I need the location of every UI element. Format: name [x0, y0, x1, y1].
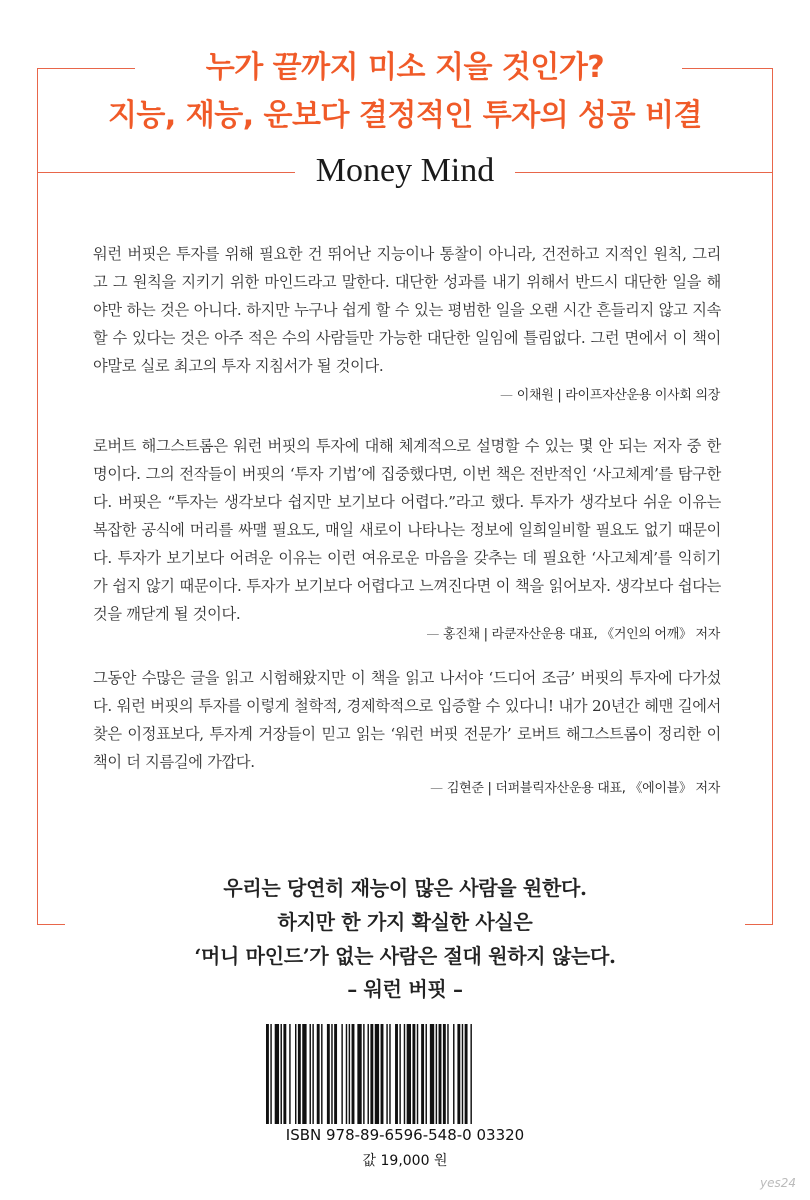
- barcode-bar: [312, 1024, 313, 1124]
- barcode-bar: [404, 1024, 405, 1124]
- barcode-bar: [395, 1024, 398, 1124]
- barcode-icon: [266, 1024, 544, 1124]
- section-title: Money Mind: [315, 152, 495, 189]
- isbn-number: ISBN 978-89-6596-548-0 03320: [285, 1126, 525, 1144]
- barcode-bar: [417, 1024, 418, 1124]
- blurb-2-credit: [426, 623, 720, 642]
- barcode-bar: [298, 1024, 301, 1124]
- headline-line-1: 누가 끝까지 미소 지을 것인가?: [205, 50, 605, 85]
- barcode-bar: [363, 1024, 364, 1124]
- barcode-bar: [281, 1024, 282, 1124]
- blurb-2-text: 로버트 해그스트롬은 워런 버핏의 투자에 대해 체계적으로 설명할 수 있는 몇 안 되는 저자 중 한 명이다. 그의 전작들이 버핏의 ‘투자 기법’에 집중했다면, 이번 책은 전반적인 ‘사고체계’를 탐구한다. 버핏은 “투자는 생각보다 쉽지만 보기보다 어렵다.”라고 했다. 투자가 생각보다 쉬운 이유는 복잡한 공식에 머리를 싸맬 필요도, 매일 새로이 나타나는 정보에 일희일비할 필요도 없기 때문이다. 투자가 보기보다 어려운 이유는 이런 여유로운 마음을 갖추는 데 필요한 ‘사고체계’를 익히기가 쉽지 않기 때문이다. 투자가 보기보다 어렵다고 느껴진다면 이 책을 읽어보자. 생각보다 쉽다는 것을 깨닫게 될 것이다.: [93, 437, 721, 623]
- barcode-bar: [412, 1024, 415, 1124]
- barcode-bar: [430, 1024, 434, 1124]
- barcode-bar: [375, 1024, 379, 1124]
- barcode-bar: [470, 1024, 471, 1124]
- price: 값 19,000 원: [362, 1153, 448, 1169]
- barcode-bar: [341, 1024, 342, 1124]
- barcode-bar: [439, 1024, 442, 1124]
- blurb-1-credit-text: 이채원 | 라이프자산운용 이사회 의장: [516, 388, 720, 403]
- blurb-3-text: 그동안 수많은 글을 읽고 시험해왔지만 이 책을 읽고 나서야 ‘드디어 조금’ 버핏의 투자에 다가섰다. 워런 버핏의 투자를 이렇게 철학적, 경제학적으로 입증할 수 있다니! 내가 20년간 헤맨 길에서 찾은 이정표보다, 투자계 거장들이 믿고 읽는 ‘워런 버핏 전문가’ 로버트 해그스트롬이 정리한 이 책이 더 지름길에 가깝다.: [93, 669, 721, 771]
- barcode-bar: [447, 1024, 448, 1124]
- barcode-bar: [457, 1024, 460, 1124]
- credit-dash: —: [500, 388, 513, 403]
- barcode-bar: [283, 1024, 286, 1124]
- blurb-1-text: 워런 버핏은 투자를 위해 필요한 건 뛰어난 지능이나 통찰이 아니라, 건전하고 지적인 원칙, 그리고 그 원칙을 지키기 위한 마인드라고 말한다. 대단한 성과를 내기 위해서 반드시 대단한 일을 해야만 하는 것은 아니다. 하지만 누구나 쉽게 할 수 있는 평범한 일을 오랜 시간 흔들리지 않고 지속할 수 있다는 것은 아주 적은 수의 사람들만 가능한 대단한 일임에 틀림없다. 그런 면에서 이 책이야말로 실로 최고의 투자 지침서가 될 것이다.: [93, 245, 721, 375]
- barcode-bar: [289, 1024, 290, 1124]
- barcode-bar: [399, 1024, 400, 1124]
- barcode-bar: [462, 1024, 463, 1124]
- barcode-bar: [270, 1024, 271, 1124]
- barcode-bar: [302, 1024, 306, 1124]
- barcode-bar: [381, 1024, 384, 1124]
- barcode-bar: [349, 1024, 350, 1124]
- watermark: yes24: [759, 1176, 796, 1190]
- barcode-bar: [331, 1024, 332, 1124]
- barcode-bar: [295, 1024, 296, 1124]
- barcode-bar: [317, 1024, 320, 1124]
- barcode-bar: [368, 1024, 369, 1124]
- blurb-2-credit-text: 홍진채 | 라쿤자산운용 대표, 《거인의 어깨》 저자: [443, 627, 720, 642]
- frame-left: [37, 68, 38, 925]
- barcode-bar: [357, 1024, 361, 1124]
- barcode-bar: [310, 1024, 311, 1124]
- barcode-bar: [327, 1024, 330, 1124]
- barcode-bar: [389, 1024, 390, 1124]
- barcode-bar: [436, 1024, 437, 1124]
- blurb-3-credit-text: 김현준 | 더퍼블릭자산운용 대표, 《에이블》 저자: [446, 781, 720, 796]
- barcode-bar: [346, 1024, 347, 1124]
- barcode-bar: [443, 1024, 446, 1124]
- credit-dash: —: [426, 627, 440, 642]
- barcode-bar: [334, 1024, 337, 1124]
- blurb-1-credit: [500, 384, 720, 403]
- headline-line-2: 지능, 재능, 운보다 결정적인 투자의 성공 비결: [107, 98, 703, 133]
- barcode-bar: [370, 1024, 373, 1124]
- barcode-bar: [465, 1024, 468, 1124]
- barcode-bar: [275, 1024, 279, 1124]
- quote-line-1: 우리는 당연히 재능이 많은 사람을 원한다.: [223, 876, 587, 900]
- barcode-bar: [352, 1024, 355, 1124]
- quote-line-3: ‘머니 마인드’가 없는 사람은 절대 원하지 않는다.: [194, 944, 616, 968]
- frame-right: [772, 68, 773, 925]
- credit-dash: —: [430, 781, 443, 796]
- blurb-3-credit: [430, 777, 720, 796]
- barcode-bar: [453, 1024, 454, 1124]
- barcode-box: [252, 1014, 558, 1182]
- quote-attribution: – 워런 버핏 –: [347, 977, 463, 1001]
- barcode-bar: [426, 1024, 427, 1124]
- barcode-bar: [321, 1024, 322, 1124]
- barcode-bar: [407, 1024, 411, 1124]
- barcode-bar: [421, 1024, 424, 1124]
- barcode-bar: [266, 1024, 269, 1124]
- barcode-bar: [386, 1024, 387, 1124]
- quote-line-2: 하지만 한 가지 확실한 사실은: [277, 910, 533, 934]
